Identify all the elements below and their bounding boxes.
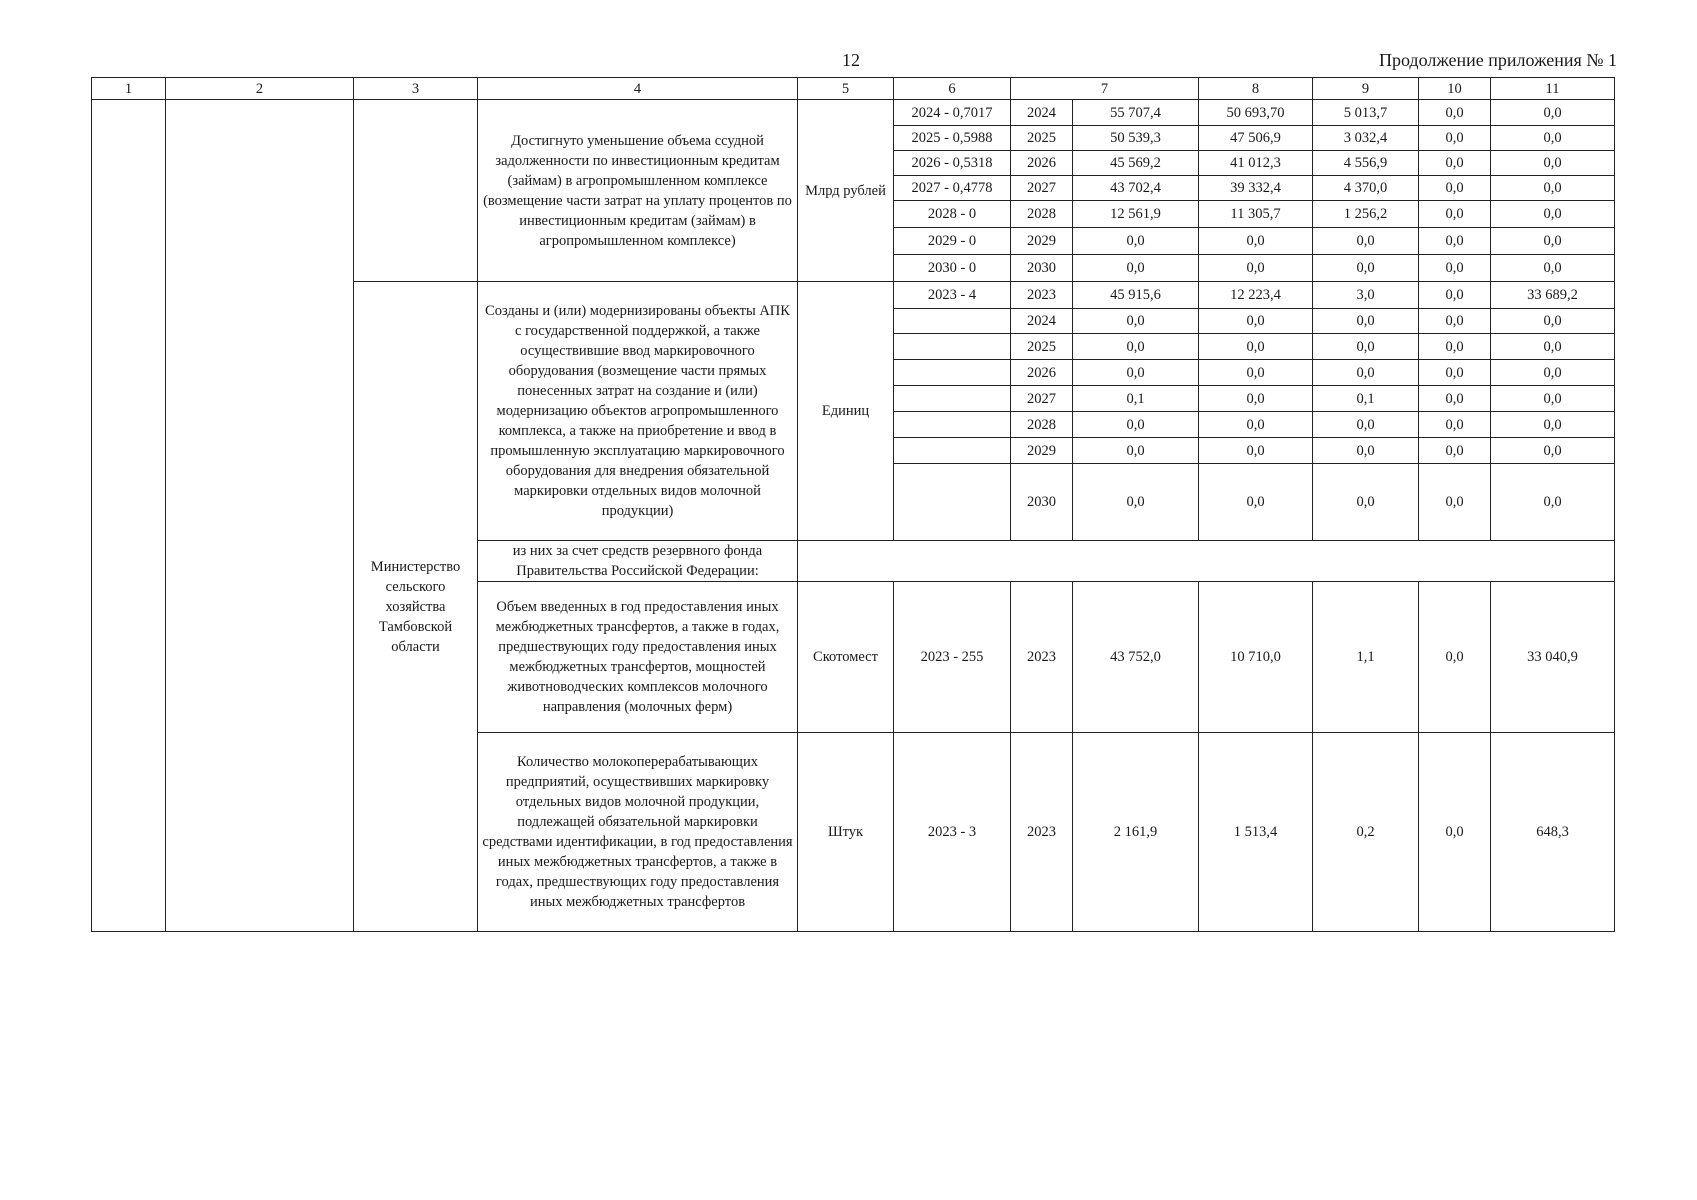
appendix-table (91, 77, 1615, 932)
value-cell: 47 506,9 (1199, 126, 1313, 151)
value-cell: 43 752,0 (1073, 582, 1199, 733)
value-cell: 0,0 (1199, 412, 1313, 438)
value-cell: 0,0 (1491, 151, 1615, 176)
value-cell: 0,0 (1073, 464, 1199, 541)
value-cell: 33 689,2 (1491, 282, 1615, 309)
year-cell: 2027 (1011, 176, 1073, 201)
target-cell: 2028 - 0 (894, 201, 1011, 228)
target-cell: 2030 - 0 (894, 255, 1011, 282)
value-cell: 0,0 (1419, 228, 1491, 255)
value-cell: 1,1 (1313, 582, 1419, 733)
value-cell: 12 223,4 (1199, 282, 1313, 309)
value-cell: 0,0 (1313, 334, 1419, 360)
value-cell: 45 569,2 (1073, 151, 1199, 176)
target-cell: 2027 - 0,4778 (894, 176, 1011, 201)
year-cell: 2030 (1011, 464, 1073, 541)
value-cell: 0,0 (1491, 255, 1615, 282)
year-cell: 2027 (1011, 386, 1073, 412)
year-cell: 2025 (1011, 334, 1073, 360)
value-cell: 41 012,3 (1199, 151, 1313, 176)
target-cell (894, 412, 1011, 438)
target-cell (894, 438, 1011, 464)
value-cell: 0,1 (1073, 386, 1199, 412)
value-cell: 0,1 (1313, 386, 1419, 412)
value-cell: 0,0 (1491, 309, 1615, 334)
value-cell: 33 040,9 (1491, 582, 1615, 733)
column-header: 8 (1199, 78, 1313, 100)
column-header-row (92, 78, 1615, 100)
value-cell: 0,0 (1419, 309, 1491, 334)
value-cell: 0,0 (1491, 412, 1615, 438)
value-cell: 0,0 (1313, 228, 1419, 255)
value-cell: 0,0 (1073, 438, 1199, 464)
unit-cell: Млрд рублей (798, 100, 894, 282)
value-cell: 0,0 (1419, 282, 1491, 309)
page-number: 12 (842, 50, 860, 70)
column-header: 6 (894, 78, 1011, 100)
year-cell: 2026 (1011, 360, 1073, 386)
value-cell: 0,0 (1419, 464, 1491, 541)
year-cell: 2029 (1011, 438, 1073, 464)
blank-cell (92, 100, 166, 932)
value-cell: 0,0 (1199, 309, 1313, 334)
value-cell: 0,0 (1199, 255, 1313, 282)
value-cell: 0,0 (1199, 386, 1313, 412)
value-cell: 3 032,4 (1313, 126, 1419, 151)
column-header: 5 (798, 78, 894, 100)
subheader-cell: из них за счет средств резервного фонда Правительства Российской Федерации: (478, 541, 798, 582)
indicator-description: Достигнуто уменьшение объема ссудной задолженности по инвестиционным кредитам (займам) в агропромышленном комплексе (возмещение части затрат на уплату процентов по инвестиционным кредитам (займам) в агропромышленном комплексе) (478, 100, 798, 282)
value-cell: 0,0 (1199, 228, 1313, 255)
year-cell: 2024 (1011, 309, 1073, 334)
value-cell: 0,0 (1313, 360, 1419, 386)
target-cell: 2025 - 0,5988 (894, 126, 1011, 151)
value-cell: 0,0 (1199, 360, 1313, 386)
value-cell: 0,0 (1491, 228, 1615, 255)
unit-cell: Штук (798, 733, 894, 932)
year-cell: 2023 (1011, 282, 1073, 309)
value-cell: 50 539,3 (1073, 126, 1199, 151)
value-cell: 11 305,7 (1199, 201, 1313, 228)
value-cell: 39 332,4 (1199, 176, 1313, 201)
value-cell: 50 693,70 (1199, 100, 1313, 126)
value-cell: 45 915,6 (1073, 282, 1199, 309)
value-cell: 0,2 (1313, 733, 1419, 932)
value-cell: 4 556,9 (1313, 151, 1419, 176)
year-cell: 2025 (1011, 126, 1073, 151)
column-header: 4 (478, 78, 798, 100)
value-cell: 0,0 (1491, 438, 1615, 464)
target-cell: 2024 - 0,7017 (894, 100, 1011, 126)
year-cell: 2030 (1011, 255, 1073, 282)
value-cell: 0,0 (1419, 582, 1491, 733)
column-header: 11 (1491, 78, 1615, 100)
value-cell: 0,0 (1419, 126, 1491, 151)
target-cell (894, 334, 1011, 360)
unit-cell: Скотомест (798, 582, 894, 733)
value-cell: 43 702,4 (1073, 176, 1199, 201)
value-cell: 0,0 (1073, 334, 1199, 360)
ministry-cell: Министерство сельского хозяйства Тамбовской области (354, 282, 478, 932)
value-cell: 0,0 (1313, 438, 1419, 464)
value-cell: 3,0 (1313, 282, 1419, 309)
unit-cell: Единиц (798, 282, 894, 541)
value-cell: 2 161,9 (1073, 733, 1199, 932)
value-cell: 0,0 (1073, 360, 1199, 386)
value-cell: 1 513,4 (1199, 733, 1313, 932)
blank-cell (798, 541, 1615, 582)
column-header: 10 (1419, 78, 1491, 100)
year-cell: 2028 (1011, 412, 1073, 438)
value-cell: 0,0 (1419, 438, 1491, 464)
value-cell: 0,0 (1199, 438, 1313, 464)
target-cell: 2026 - 0,5318 (894, 151, 1011, 176)
indicator-description: Объем введенных в год предоставления иных межбюджетных трансфертов, а также в годах, предшествующих году предоставления иных межбюджетных трансфертов, мощностей животноводческих комплексов молочного направления (молочных ферм) (478, 582, 798, 733)
indicator-description: Созданы и (или) модернизированы объекты АПК с государственной поддержкой, а также осуществившие ввод маркировочного оборудования (возмещение части прямых понесенных затрат на создание и (или) модернизацию объектов агропромышленного комплекса, а также на приобретение и ввод в промышленную эксплуатацию маркировочного оборудования для внедрения обязательной маркировки отдельных видов молочной продукции) (478, 282, 798, 541)
value-cell: 0,0 (1419, 100, 1491, 126)
value-cell: 0,0 (1073, 412, 1199, 438)
target-cell (894, 386, 1011, 412)
value-cell: 0,0 (1313, 412, 1419, 438)
target-cell: 2023 - 255 (894, 582, 1011, 733)
column-header: 7 (1011, 78, 1199, 100)
value-cell: 0,0 (1313, 309, 1419, 334)
continuation-title: Продолжение приложения № 1 (1378, 50, 1617, 70)
blank-cell (354, 100, 478, 282)
value-cell: 10 710,0 (1199, 582, 1313, 733)
year-cell: 2029 (1011, 228, 1073, 255)
value-cell: 0,0 (1419, 201, 1491, 228)
value-cell: 0,0 (1419, 334, 1491, 360)
year-cell: 2023 (1011, 582, 1073, 733)
value-cell: 0,0 (1073, 255, 1199, 282)
indicator-description: Количество молокоперерабатывающих предприятий, осуществивших маркировку отдельных видов молочной продукции, подлежащей обязательной маркировки средствами идентификации, в год предоставления иных межбюджетных трансфертов, а также в годах, предшествующих году предоставления иных межбюджетных трансфертов (478, 733, 798, 932)
column-header: 3 (354, 78, 478, 100)
column-header: 9 (1313, 78, 1419, 100)
value-cell: 5 013,7 (1313, 100, 1419, 126)
value-cell: 0,0 (1419, 360, 1491, 386)
column-header: 2 (166, 78, 354, 100)
target-cell: 2029 - 0 (894, 228, 1011, 255)
value-cell: 0,0 (1073, 309, 1199, 334)
value-cell: 0,0 (1419, 176, 1491, 201)
value-cell: 1 256,2 (1313, 201, 1419, 228)
value-cell: 0,0 (1491, 360, 1615, 386)
target-cell (894, 464, 1011, 541)
value-cell: 0,0 (1313, 255, 1419, 282)
value-cell: 55 707,4 (1073, 100, 1199, 126)
value-cell: 648,3 (1491, 733, 1615, 932)
value-cell: 0,0 (1419, 151, 1491, 176)
column-header: 1 (92, 78, 166, 100)
target-cell: 2023 - 3 (894, 733, 1011, 932)
value-cell: 0,0 (1199, 464, 1313, 541)
target-cell: 2023 - 4 (894, 282, 1011, 309)
value-cell: 0,0 (1491, 126, 1615, 151)
value-cell: 0,0 (1491, 464, 1615, 541)
target-cell (894, 309, 1011, 334)
year-cell: 2024 (1011, 100, 1073, 126)
value-cell: 0,0 (1491, 386, 1615, 412)
value-cell: 0,0 (1491, 100, 1615, 126)
value-cell: 0,0 (1491, 176, 1615, 201)
value-cell: 0,0 (1419, 386, 1491, 412)
year-cell: 2023 (1011, 733, 1073, 932)
table-row (92, 100, 1615, 126)
value-cell: 0,0 (1491, 334, 1615, 360)
value-cell: 0,0 (1073, 228, 1199, 255)
value-cell: 0,0 (1199, 334, 1313, 360)
value-cell: 0,0 (1491, 201, 1615, 228)
blank-cell (166, 100, 354, 932)
value-cell: 0,0 (1419, 733, 1491, 932)
year-cell: 2028 (1011, 201, 1073, 228)
value-cell: 4 370,0 (1313, 176, 1419, 201)
value-cell: 0,0 (1419, 412, 1491, 438)
value-cell: 12 561,9 (1073, 201, 1199, 228)
value-cell: 0,0 (1313, 464, 1419, 541)
value-cell: 0,0 (1419, 255, 1491, 282)
target-cell (894, 360, 1011, 386)
year-cell: 2026 (1011, 151, 1073, 176)
